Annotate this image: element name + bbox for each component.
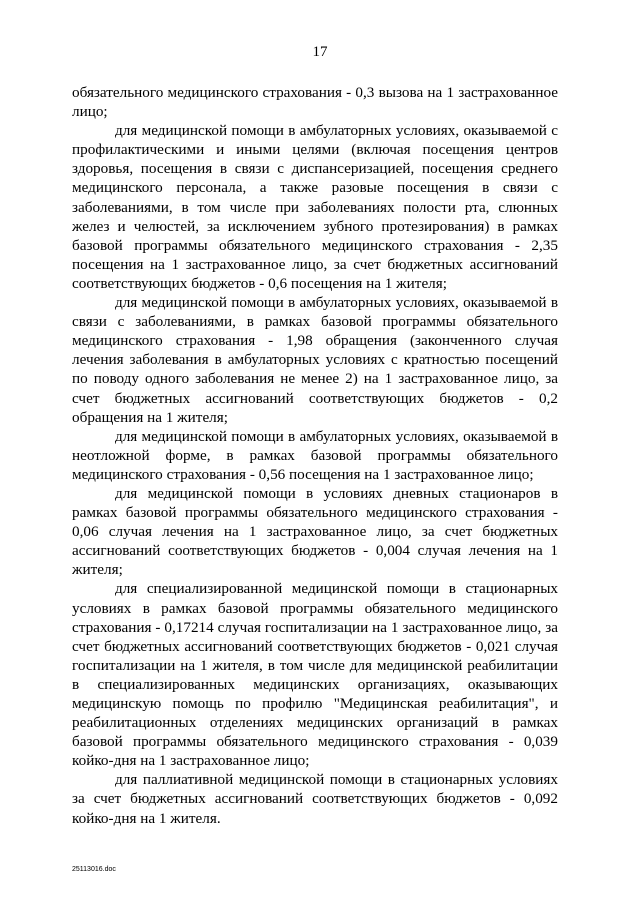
- page-number: 17: [312, 44, 328, 60]
- paragraph-outpatient-urgent: для медицинской помощи в амбулаторных условиях, оказываемой в неотложной форме, в рамках базовой программы обязательного медицинского страхования - 0,56 посещения на 1 застрахованное лицо;: [72, 427, 558, 483]
- paragraph-outpatient-preventive: для медицинской помощи в амбулаторных условиях, оказываемой с профилактическими и иными целями (включая посещения центров здоровья, посещения в связи с диспансеризацией, посещения среднего медицинского персонала, а также разовые посещения в связи с заболеваниями, в том числе при заболеваниях полости рта, слюнных желез и челюстей, за исключением зубного протезирования) в рамках базовой программы обязательного медицинского страхования - 2,35 посещения на 1 застрахованное лицо, за счет бюджетных ассигнований соответствующих бюджетов - 0,6 посещения на 1 жителя;: [72, 122, 558, 292]
- document-body: [72, 83, 558, 828]
- paragraph-continuation: обязательного медицинского страхования - 0,3 вызова на 1 застрахованное лицо;: [72, 84, 558, 121]
- paragraph-day-hospital: для медицинской помощи в условиях дневных стационаров в рамках базовой программы обязательного медицинского страхования - 0,06 случая лечения на 1 застрахованное лицо, за счет бюджетных ассигнований соответствующих бюджетов - 0,004 случая лечения на 1 жителя;: [72, 484, 558, 579]
- paragraph-outpatient-disease: для медицинской помощи в амбулаторных условиях, оказываемой в связи с заболеваниями, в рамках базовой программы обязательного медицинского страхования - 1,98 обращения (законченного случая лечения заболевания в амбулаторных условиях с кратностью посещений по поводу одного заболевания не менее 2) на 1 застрахованное лицо, за счет бюджетных ассигнований соответствующих бюджетов - 0,2 обращения на 1 жителя;: [72, 294, 558, 426]
- document-filename: 25113016.doc: [72, 866, 116, 873]
- paragraph-specialized-inpatient: для специализированной медицинской помощи в стационарных условиях в рамках базовой программы обязательного медицинского страхования - 0,17214 случая госпитализации на 1 застрахованное лицо, за счет бюджетных ассигнований соответствующих бюджетов - 0,021 случая госпитализации на 1 жителя, в том числе для медицинской реабилитации в специализированных медицинских организациях, оказывающих медицинскую помощь по профилю "Медицинская реабилитация", и реабилитационных отделениях медицинских организаций в рамках базовой программы обязательного медицинского страхования - 0,039 койко-дня на 1 застрахованное лицо;: [72, 580, 558, 770]
- paragraph-palliative: для паллиативной медицинской помощи в стационарных условиях за счет бюджетных ассигнований соответствующих бюджетов - 0,092 койко-дня на 1 жителя.: [72, 771, 558, 827]
